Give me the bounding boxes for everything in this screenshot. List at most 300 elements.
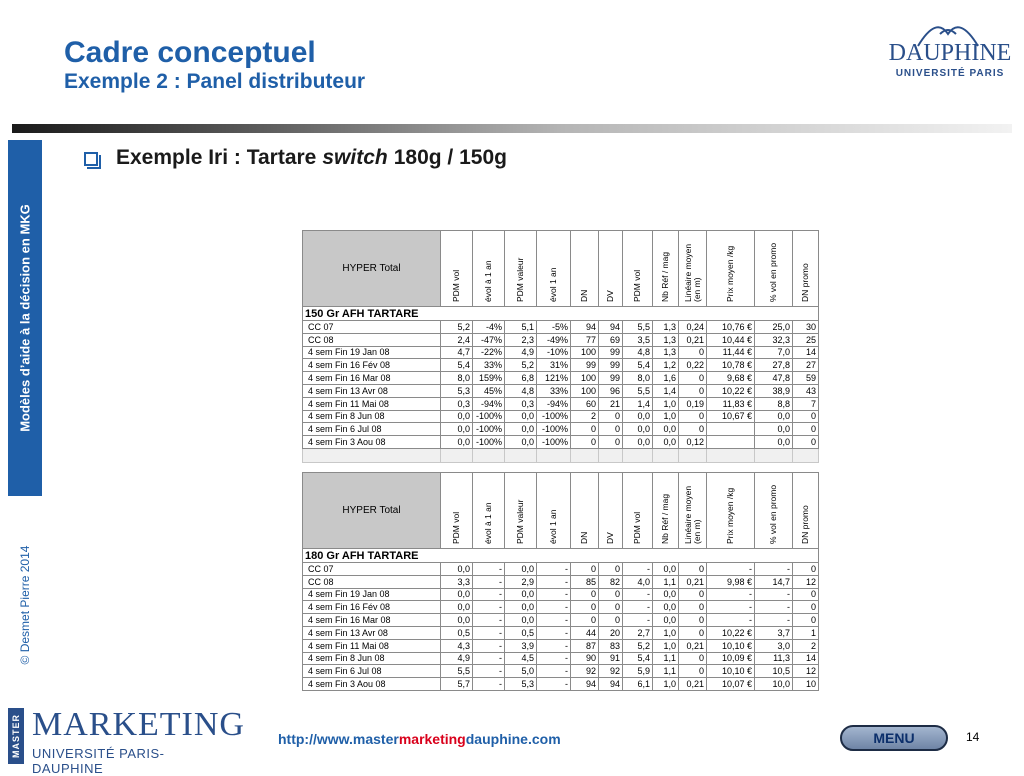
table-cell: 5,4 [623, 359, 653, 372]
column-header [623, 473, 653, 549]
row-label: 4 sem Fin 11 Mai 08 [303, 639, 441, 652]
table-row [303, 321, 819, 334]
table-cell: 12 [793, 575, 819, 588]
table-cell: 1,0 [653, 639, 679, 652]
table-cell: 0,3 [505, 397, 537, 410]
table-cell: 5,7 [441, 678, 473, 691]
table-cell: -22% [473, 346, 505, 359]
table-cell: 0 [679, 410, 707, 423]
section-filler [679, 307, 707, 321]
table-cell: 82 [599, 575, 623, 588]
table-row [303, 333, 819, 346]
sidebar-course-label [8, 140, 42, 496]
column-header [441, 473, 473, 549]
table-cell: 0 [571, 563, 599, 576]
table-cell: - [473, 678, 505, 691]
row-label: 4 sem Fin 11 Mai 08 [303, 397, 441, 410]
row-label: 4 sem Fin 16 Fév 08 [303, 601, 441, 614]
url-suffix: dauphine.com [465, 731, 561, 747]
table-cell: 0,5 [505, 626, 537, 639]
table-cell: 44 [571, 626, 599, 639]
table-cell: 0 [793, 436, 819, 449]
table-row [303, 678, 819, 691]
table-cell: 27 [793, 359, 819, 372]
table-cell: 25 [793, 333, 819, 346]
table-cell: - [537, 626, 571, 639]
table-cell: 8,0 [623, 372, 653, 385]
hyper-total-header: HYPER Total [303, 473, 441, 549]
master-label: MASTER [11, 714, 21, 758]
table-row [303, 423, 819, 436]
table-cell: 0,21 [679, 575, 707, 588]
table-cell: 30 [793, 321, 819, 334]
table-cell: 0 [599, 410, 623, 423]
table-cell: 0 [793, 588, 819, 601]
table-row [303, 665, 819, 678]
table-cell: - [473, 652, 505, 665]
table-cell: -100% [473, 410, 505, 423]
table-cell: - [707, 588, 755, 601]
table-cell: 1,1 [653, 575, 679, 588]
table-cell: -94% [537, 397, 571, 410]
table-cell: 0 [599, 563, 623, 576]
table-cell: 31% [537, 359, 571, 372]
column-header-label: PDM vol [632, 269, 642, 302]
table1-grid [302, 230, 819, 463]
table-cell: 94 [571, 321, 599, 334]
dauphine-logo-sub: UNIVERSITÉ PARIS [895, 68, 1005, 79]
table-cell: 1,6 [653, 372, 679, 385]
table-cell: 0,0 [441, 601, 473, 614]
table-cell: 0 [793, 563, 819, 576]
table-cell: 10,67 € [707, 410, 755, 423]
table-180g [302, 472, 818, 691]
table-cell: 159% [473, 372, 505, 385]
table-cell: 0,0 [441, 614, 473, 627]
table-cell: 38,9 [755, 384, 793, 397]
spacer-cell [571, 448, 599, 462]
table-cell: 92 [571, 665, 599, 678]
table-cell: 21 [599, 397, 623, 410]
table-cell: 0 [599, 423, 623, 436]
bullet-italic: switch [322, 146, 388, 169]
table-cell: - [537, 575, 571, 588]
section-filler [653, 307, 679, 321]
column-header [793, 231, 819, 307]
table-cell: 0,0 [653, 563, 679, 576]
table-cell: 0,0 [653, 614, 679, 627]
table-cell: 0,0 [623, 410, 653, 423]
table-cell: 10,0 [755, 678, 793, 691]
section-filler [537, 307, 571, 321]
table-cell: - [537, 665, 571, 678]
section-filler [707, 549, 755, 563]
table-cell: 1,3 [653, 321, 679, 334]
table-cell: -10% [537, 346, 571, 359]
table-cell: 91 [599, 652, 623, 665]
section-filler [653, 549, 679, 563]
table-row [303, 588, 819, 601]
menu-button[interactable]: MENU [840, 725, 948, 751]
column-header [571, 231, 599, 307]
table-cell: 60 [571, 397, 599, 410]
spacer-cell [473, 448, 505, 462]
spacer-cell [707, 448, 755, 462]
table-cell: - [473, 563, 505, 576]
column-header-label: DN [579, 289, 589, 302]
column-header [707, 473, 755, 549]
table-cell: 0,0 [653, 588, 679, 601]
column-header [653, 473, 679, 549]
table-cell: 0,0 [755, 410, 793, 423]
column-header-label: Prix moyen /kg [725, 245, 735, 302]
section-filler [473, 549, 505, 563]
column-header-label: DN [579, 531, 589, 544]
column-header-label: évol à 1 an [483, 502, 493, 544]
table-cell: 0 [571, 588, 599, 601]
table-cell: 77 [571, 333, 599, 346]
column-header-label: Linéaire moyen (en m) [682, 243, 702, 302]
section-filler [623, 549, 653, 563]
table-cell: 0,0 [653, 436, 679, 449]
table-cell: - [707, 601, 755, 614]
table-row [303, 601, 819, 614]
table-row [303, 410, 819, 423]
table-row [303, 652, 819, 665]
table-cell: 0 [679, 346, 707, 359]
section-filler [473, 307, 505, 321]
master-bar [8, 708, 24, 764]
table-cell: 94 [571, 678, 599, 691]
section-filler [599, 549, 623, 563]
table-cell: 0,0 [505, 423, 537, 436]
table-row [303, 397, 819, 410]
table-cell: 6,8 [505, 372, 537, 385]
table-cell: 7 [793, 397, 819, 410]
table-cell: 0,5 [441, 626, 473, 639]
column-header [755, 231, 793, 307]
spacer-cell [599, 448, 623, 462]
column-header [473, 231, 505, 307]
table-cell: - [537, 639, 571, 652]
table-cell: 14,7 [755, 575, 793, 588]
table-row [303, 626, 819, 639]
table-cell: 10,78 € [707, 359, 755, 372]
table-cell: 3,7 [755, 626, 793, 639]
table-cell: 9,68 € [707, 372, 755, 385]
table-cell: 2,9 [505, 575, 537, 588]
table-cell: - [623, 588, 653, 601]
url-highlight: marketing [398, 731, 466, 747]
section-filler [571, 549, 599, 563]
table-cell: 2,3 [505, 333, 537, 346]
table-cell: - [707, 614, 755, 627]
table-cell: 10,07 € [707, 678, 755, 691]
table-cell: - [755, 588, 793, 601]
table-cell: 0 [599, 601, 623, 614]
table-cell: 121% [537, 372, 571, 385]
row-label: 4 sem Fin 6 Jul 08 [303, 423, 441, 436]
section-filler [537, 549, 571, 563]
table-cell: - [473, 665, 505, 678]
header-rule [12, 124, 1012, 133]
table-cell: 1,3 [653, 346, 679, 359]
section-filler [623, 307, 653, 321]
column-header-label: PDM vol [451, 511, 461, 544]
table-cell: 1,3 [653, 333, 679, 346]
row-label: CC 08 [303, 333, 441, 346]
table-cell: - [623, 563, 653, 576]
table-cell: 4,8 [623, 346, 653, 359]
table-cell: 5,2 [623, 639, 653, 652]
row-label: 4 sem Fin 16 Mar 08 [303, 614, 441, 627]
table-cell: 45% [473, 384, 505, 397]
page-number: 14 [966, 730, 980, 744]
table-cell: 5,9 [623, 665, 653, 678]
table-cell: 1,1 [653, 665, 679, 678]
url-prefix: http://www.master [278, 731, 399, 747]
table-cell: 0,21 [679, 639, 707, 652]
section-filler [441, 307, 473, 321]
table-cell: 10,22 € [707, 626, 755, 639]
row-label: 4 sem Fin 19 Jan 08 [303, 346, 441, 359]
table-cell: - [537, 601, 571, 614]
column-header [679, 473, 707, 549]
table-cell: 3,9 [505, 639, 537, 652]
table-row [303, 436, 819, 449]
column-header [599, 231, 623, 307]
table-cell: 0 [679, 652, 707, 665]
table-cell: 4,8 [505, 384, 537, 397]
table-cell: 5,2 [441, 321, 473, 334]
table-cell: 1,1 [653, 652, 679, 665]
table-cell: 2,7 [623, 626, 653, 639]
table-cell: 87 [571, 639, 599, 652]
section-filler [599, 307, 623, 321]
table-cell: - [473, 626, 505, 639]
marketing-wordmark: MARKETING [32, 706, 245, 743]
row-label: CC 07 [303, 321, 441, 334]
bullet-suffix: 180g / 150g [393, 146, 507, 169]
table-cell: 10,5 [755, 665, 793, 678]
table-cell: 7,0 [755, 346, 793, 359]
table-cell: 0,12 [679, 436, 707, 449]
table-cell: 6,1 [623, 678, 653, 691]
table-cell: 11,83 € [707, 397, 755, 410]
spacer-cell [755, 448, 793, 462]
table-cell: -4% [473, 321, 505, 334]
row-label: 4 sem Fin 19 Jan 08 [303, 588, 441, 601]
table-cell [707, 423, 755, 436]
spacer-cell [679, 448, 707, 462]
column-header [537, 473, 571, 549]
table-cell: 0,0 [505, 601, 537, 614]
table-cell: 1,0 [653, 626, 679, 639]
table-cell: -100% [537, 410, 571, 423]
table-cell: 0 [679, 588, 707, 601]
table-cell: 5,5 [441, 665, 473, 678]
table-cell: 0,3 [441, 397, 473, 410]
table-cell: -47% [473, 333, 505, 346]
section-row [303, 549, 819, 563]
row-label: 4 sem Fin 6 Jul 08 [303, 665, 441, 678]
table-cell: 94 [599, 321, 623, 334]
section-label: 150 Gr AFH TARTARE [303, 307, 441, 321]
table-cell: 0,0 [505, 588, 537, 601]
table-cell: 14 [793, 652, 819, 665]
table-cell: 0,19 [679, 397, 707, 410]
section-filler [793, 549, 819, 563]
table-cell: 99 [599, 372, 623, 385]
table-cell: 5,1 [505, 321, 537, 334]
column-header-label: Prix moyen /kg [725, 487, 735, 544]
table-cell: 99 [599, 346, 623, 359]
slide-title-block [64, 36, 365, 94]
table-cell: 0 [679, 563, 707, 576]
table-cell: - [537, 588, 571, 601]
table-cell: 0,22 [679, 359, 707, 372]
table-cell: -49% [537, 333, 571, 346]
copyright-text: © Desmet Pierre 2014 [18, 545, 32, 665]
table-cell: 12 [793, 665, 819, 678]
table-cell: -100% [473, 423, 505, 436]
table-cell: 92 [599, 665, 623, 678]
table-cell: 83 [599, 639, 623, 652]
table-cell: 0,0 [441, 588, 473, 601]
table-cell: 0 [571, 614, 599, 627]
row-label: 4 sem Fin 8 Jun 08 [303, 410, 441, 423]
table-cell: 0,0 [505, 614, 537, 627]
table-cell: 4,9 [441, 652, 473, 665]
website-link[interactable] [278, 731, 561, 747]
table-cell: 4,9 [505, 346, 537, 359]
table-cell: 0 [599, 588, 623, 601]
section-filler [679, 549, 707, 563]
column-header-label: PDM valeur [515, 499, 525, 544]
table-cell: 9,98 € [707, 575, 755, 588]
table-150g [302, 230, 818, 463]
spacer-cell [441, 448, 473, 462]
table-cell: 10,10 € [707, 665, 755, 678]
table-cell: 94 [599, 678, 623, 691]
table-cell: 0,0 [441, 436, 473, 449]
table-cell: 1,0 [653, 397, 679, 410]
table-row [303, 563, 819, 576]
table-cell: - [707, 563, 755, 576]
university-wordmark: UNIVERSITÉ PARIS-DAUPHINE [32, 746, 165, 776]
table-cell: - [755, 614, 793, 627]
table-cell: 5,2 [505, 359, 537, 372]
table-cell: 0,0 [505, 436, 537, 449]
table-cell: 25,0 [755, 321, 793, 334]
section-row [303, 307, 819, 321]
table-cell: 3,0 [755, 639, 793, 652]
table-cell: 33% [537, 384, 571, 397]
table-cell: 4,0 [623, 575, 653, 588]
table-cell: 90 [571, 652, 599, 665]
section-filler [755, 549, 793, 563]
table-cell: 1,4 [623, 397, 653, 410]
table-cell: 0 [793, 601, 819, 614]
dauphine-logo-name: DAUPHINE [888, 40, 1012, 66]
table-cell: 0,0 [623, 423, 653, 436]
table-row [303, 372, 819, 385]
bullet-heading [84, 146, 507, 170]
column-header [679, 231, 707, 307]
table-cell: 100 [571, 346, 599, 359]
table-cell: 100 [571, 372, 599, 385]
table-header-row [303, 473, 819, 549]
table-cell: 0 [571, 601, 599, 614]
table-cell: 2 [571, 410, 599, 423]
table-cell: - [623, 601, 653, 614]
column-header [505, 231, 537, 307]
table-cell: 10 [793, 678, 819, 691]
table-cell: 0,0 [505, 410, 537, 423]
table-cell: -100% [473, 436, 505, 449]
table-cell: 0,0 [441, 410, 473, 423]
spacer-cell [623, 448, 653, 462]
column-header [653, 231, 679, 307]
table-cell: 2,4 [441, 333, 473, 346]
column-header [599, 473, 623, 549]
table-cell: 1,2 [653, 359, 679, 372]
table-cell: 0 [571, 436, 599, 449]
table-cell: 96 [599, 384, 623, 397]
table-cell: 10,10 € [707, 639, 755, 652]
table-cell: 43 [793, 384, 819, 397]
table-cell: 10,09 € [707, 652, 755, 665]
table-cell: 5,3 [441, 384, 473, 397]
table-cell: 0 [679, 626, 707, 639]
row-label: CC 07 [303, 563, 441, 576]
column-header [537, 231, 571, 307]
section-filler [793, 307, 819, 321]
row-label: 4 sem Fin 16 Fév 08 [303, 359, 441, 372]
table-cell: 0,0 [755, 436, 793, 449]
table-cell: 0 [679, 423, 707, 436]
table-cell: 0 [793, 614, 819, 627]
column-header [505, 473, 537, 549]
column-header [793, 473, 819, 549]
table-cell: 4,7 [441, 346, 473, 359]
table-cell: 0,0 [441, 423, 473, 436]
table-cell: 0,24 [679, 321, 707, 334]
bullet-prefix: Exemple Iri : Tartare [116, 146, 317, 169]
table-cell: 0 [679, 665, 707, 678]
table-cell: 20 [599, 626, 623, 639]
column-header-label: DV [605, 290, 615, 302]
column-header-label: % vol en promo [768, 484, 778, 544]
table-cell: 0 [793, 410, 819, 423]
table-cell: -5% [537, 321, 571, 334]
table-cell: - [755, 601, 793, 614]
table-cell: -100% [537, 436, 571, 449]
table-row [303, 639, 819, 652]
table-cell: 5,5 [623, 384, 653, 397]
column-header-label: % vol en promo [768, 242, 778, 302]
table-cell: - [537, 563, 571, 576]
checkbox-bullet-icon [84, 152, 98, 166]
table-cell: 0 [679, 614, 707, 627]
spacer-cell [303, 448, 441, 462]
table-cell: 99 [571, 359, 599, 372]
table-cell: - [537, 678, 571, 691]
column-header-label: DN promo [800, 263, 810, 302]
table-cell: 85 [571, 575, 599, 588]
table-header-row [303, 231, 819, 307]
table-cell: 1 [793, 626, 819, 639]
